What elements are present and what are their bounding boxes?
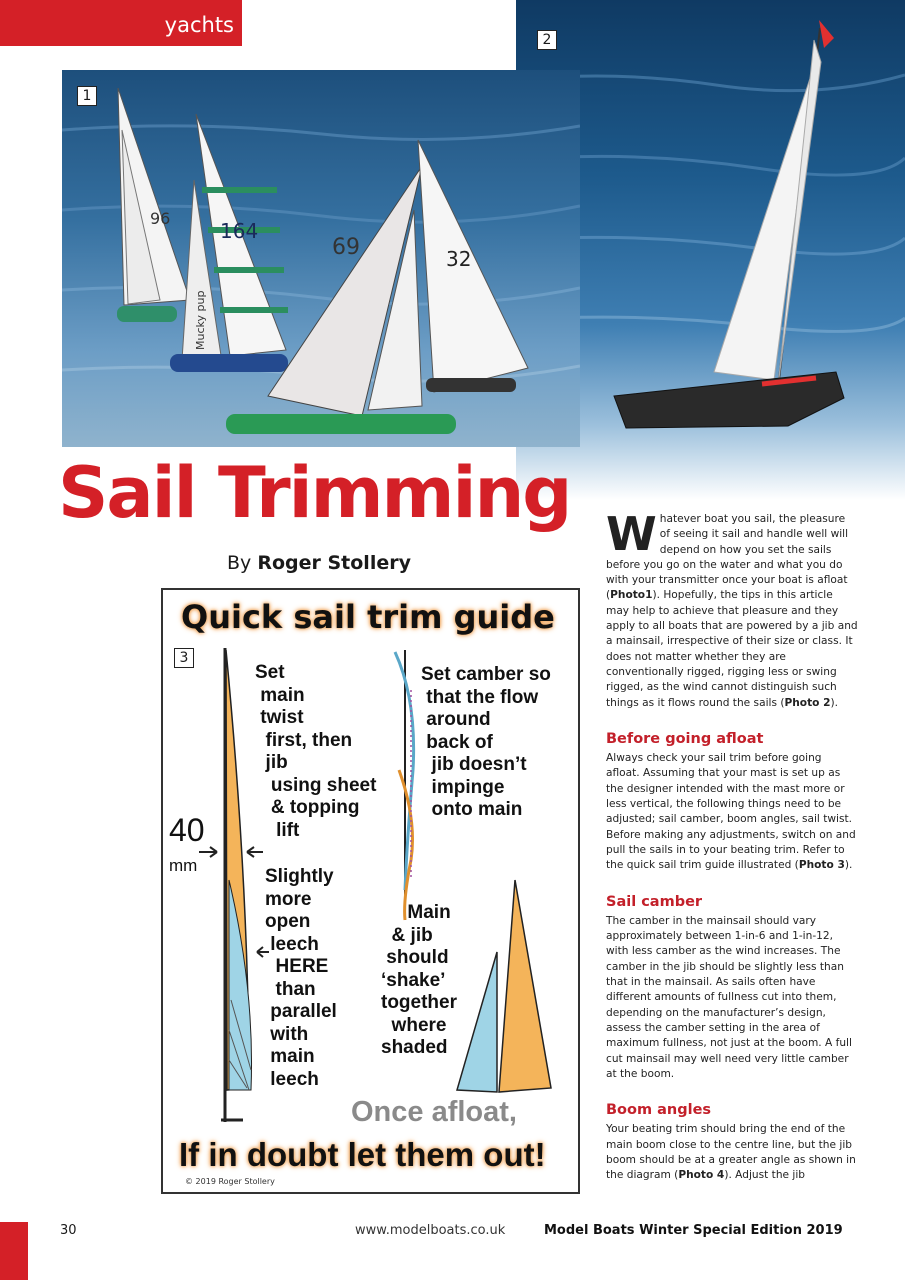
photo-1-sail-number-96: 96 xyxy=(150,209,171,228)
article-body xyxy=(606,507,858,1184)
photo-ref: Photo1 xyxy=(610,589,653,602)
photo-1-sail-number-164: 164 xyxy=(220,219,259,243)
section-tag xyxy=(0,0,242,46)
author-name: Roger Stollery xyxy=(257,552,411,574)
guide-once-afloat: Once afloat, xyxy=(351,1096,517,1128)
footer-magazine: Model Boats Winter Special Edition 2019 xyxy=(544,1223,843,1238)
section-tag-label: yachts xyxy=(164,13,234,37)
section-paragraph: Your beating trim should bring the end of the main boom close to the centre line, but the jib boom should be at a greater angle as shown in the diagram (Photo 4). Adjust the jib xyxy=(606,1123,856,1182)
guide-set-main-text: Set main twist first, then jib using sheet & topping lift xyxy=(255,662,377,841)
sail-trim-guide xyxy=(161,588,580,1194)
guide-copyright: © 2019 Roger Stollery xyxy=(185,1177,275,1186)
guide-doubt-line: If in doubt let them out! xyxy=(179,1136,546,1173)
photo-1-label: 1 xyxy=(77,86,97,106)
section-heading-boom-angles: Boom angles xyxy=(606,1102,712,1119)
article-title: Sail Trimming xyxy=(58,452,571,534)
photo-ref: Photo 3 xyxy=(798,859,845,872)
photo-1-sail-number-32: 32 xyxy=(446,247,472,271)
guide-set-camber-text: Set camber so that the flow around back of jib doesn’t impinge onto main xyxy=(421,664,551,820)
intro-paragraph: Whatever boat you sail, the pleasure of seeing it sail and handle well will depend on how you set the sails before you go on the water and what you do with your transmitter once your boat is afloat (Photo1). Hopefully, the tips in this article may help to achieve that pleasure and they apply to all boats that are powered by a jib and a mainsail, irrespective of their size or class. It does not matter whether they are conventionally rigged, rigging less or swing rigged, as the wind cannot distinguish such things as it flows round the sails (Photo 2). xyxy=(606,507,858,709)
photo-ref: Photo 2 xyxy=(784,696,831,709)
guide-slightly-open-text: Slightly more open leech HERE than parallel with main leech xyxy=(265,866,337,1090)
photo-1-yachts-image xyxy=(62,70,580,447)
section-heading-sail-camber: Sail camber xyxy=(606,893,703,910)
section-paragraph: Always check your sail trim before going afloat. Assuming that your mast is set up as the designer intended with the mast more or less vertical, the following things need to be adjusted; sail camber, boom angles, sail twist. Before making any adjustments, switch on and pull the sails in to your beating trim. Refer to the quick sail trim guide illustrated (Photo 3). xyxy=(606,752,856,872)
byline xyxy=(227,552,411,574)
page-number: 30 xyxy=(60,1223,77,1238)
footer-url: www.modelboats.co.uk xyxy=(355,1223,506,1238)
photo-1-sail-number-69: 69 xyxy=(332,235,360,260)
guide-title: Quick sail trim guide xyxy=(181,598,555,636)
photo-1-sail-text: Mucky pup xyxy=(194,290,207,350)
section-heading-before-going-afloat: Before going afloat xyxy=(606,730,764,747)
drop-cap: W xyxy=(606,507,657,561)
guide-measure-value: 40 xyxy=(169,812,205,848)
photo-ref: Photo 4 xyxy=(678,1169,725,1182)
guide-measure-unit: mm xyxy=(169,856,198,875)
photo-1 xyxy=(62,70,580,447)
photo-2-label: 2 xyxy=(537,30,557,50)
photo-3-label: 3 xyxy=(174,648,194,668)
footer-accent-bar xyxy=(0,1222,28,1280)
guide-main-jib-text: Main & jib should ‘shake’ together where shaded xyxy=(381,902,457,1058)
section-paragraph: The camber in the mainsail should vary approximately between 1-in-6 and 1-in-12, with less camber as the wind increases. The camber in the jib should be slightly less than that in the mainsail. As sails often have different amounts of fullness cut into them, depending on the manufacturer’s design, assess the camber setting in the area of maximum fullness, not just at the boom. A full cut mainsail may well need very little camber at the boom. xyxy=(606,914,852,1080)
byline-prefix: By xyxy=(227,552,252,574)
